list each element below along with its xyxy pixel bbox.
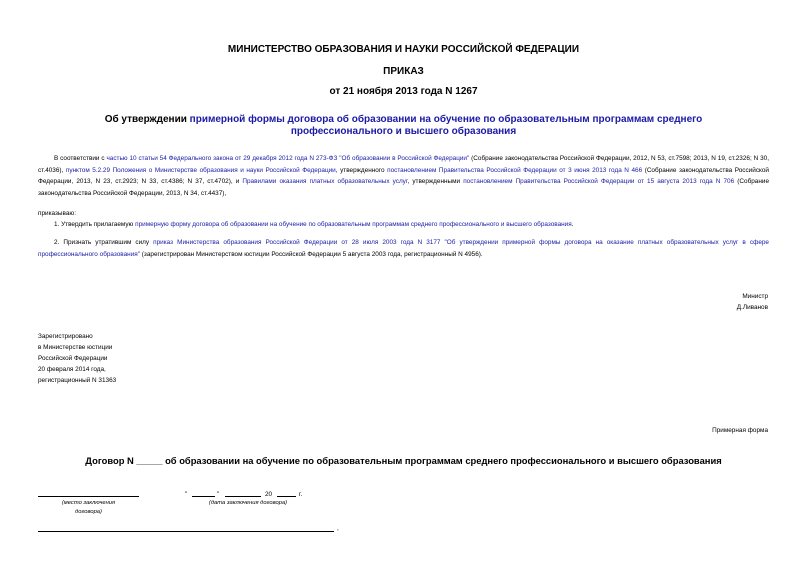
contract-title: Договор N _____ об образовании на обучение по образовательным программам среднего профессионального и высшего образования [85,455,722,466]
decree-706-link[interactable]: постановлением Правительства Российской Федерации от 15 августа 2013 года N 706 [463,178,735,186]
order-title [60,114,747,138]
law-273-link[interactable]: частью 10 статьи 54 Федерального закона от 29 декабря 2012 года N 273-ФЗ "Об образовании в Российской Федерации" [106,155,470,162]
month-line[interactable] [225,496,261,497]
item-2 [38,237,769,260]
item-1 [54,219,769,230]
place-caption-2: договора) [75,509,102,515]
intro-text-4: (Собрание законодательства Российской Федерации, 2013, N 23, ст.2923; N 33, ст.4386; N 37, ст.4702), и [38,166,770,186]
form-label: Примерная форма [712,427,768,434]
order-title-prefix: Об утверждении [104,114,190,125]
party-line-comma: , [337,525,339,532]
item-1-text: 1. Утвердить прилагаемую [54,221,136,228]
order-title-link[interactable]: примерной формы договора об образовании на обучение по образовательным программам среднего профессионального и высшего образования [189,114,703,137]
intro-text-3: , утвержденного [335,166,388,174]
party-line[interactable] [38,531,334,532]
date-open-quote: " [185,491,188,498]
registration-line-1: Зарегистрировано [38,333,93,340]
paid-services-rules-link[interactable]: Правилами оказания платных образовательных услуг [242,178,408,186]
year-suffix: г. [299,491,303,498]
date-close-quote: " [217,491,220,498]
year-prefix: 20 [265,491,273,498]
place-line[interactable] [38,496,139,497]
intro-text-1: В соответствии с [54,155,107,162]
doc-type-heading: ПРИКАЗ [383,66,424,77]
day-line[interactable] [192,496,215,497]
year-line[interactable] [277,496,296,497]
registration-line-2: в Министерстве юстиции [38,344,113,351]
intro-text-5: , утвержденными [407,178,464,186]
date-caption: (дата заключения договора) [208,500,288,506]
registration-line-5: регистрационный N 31363 [38,377,117,384]
registration-line-4: 20 февраля 2014 года, [38,366,106,373]
regulation-point-link[interactable]: пунктом 5.2.29 Положения о Министерстве образования и науки Российской Федерации [65,166,336,174]
signature-name: Д.Ливанов [736,304,768,311]
order-word: приказываю: [38,210,76,217]
intro-text-6: (Собрание законодательства Российской Федерации, 2013, N 34, ст.4437), [38,178,769,197]
place-caption [38,499,139,517]
order-date-number: от 21 ноября 2013 года N 1267 [329,86,478,97]
item-2-text: 2. Признать утратившим силу [54,239,154,246]
order-3177-link[interactable]: приказ Министерства образования Российской Федерации от 28 июля 2003 года N 3177 "Об утверждении примерной формы договора на оказание платных образовательных услуг в сфере профессионального образования" [38,239,769,258]
intro-text-2: (Собрание законодательства Российской Федерации, 2012, N 53, ст.7598; 2013, N 19, ст.2326; N 30, ст.4036), [38,155,770,174]
item-1-end: . [571,221,574,228]
registration-line-3: Российской Федерации [38,355,108,362]
place-caption-1: (место заключения [61,500,116,506]
registration-block [38,331,116,386]
signature-block [737,291,768,313]
decree-466-link[interactable]: постановлением Правительства Российской Федерации от 3 июня 2013 года N 466 [387,166,643,174]
approved-form-link[interactable]: примерную форму договора об образовании на обучение по образовательным программам среднего профессионального и высшего образования [135,221,572,228]
item-2-end: (зарегистрирован Министерством юстиции Российской Федерации 5 августа 2003 года, регистрационный N 4956). [140,250,483,258]
ministry-heading: МИНИСТЕРСТВО ОБРАЗОВАНИЯ И НАУКИ РОССИЙСКОЙ ФЕДЕРАЦИИ [227,44,580,55]
signature-role: Министр [742,293,768,300]
intro-paragraph [38,153,769,199]
